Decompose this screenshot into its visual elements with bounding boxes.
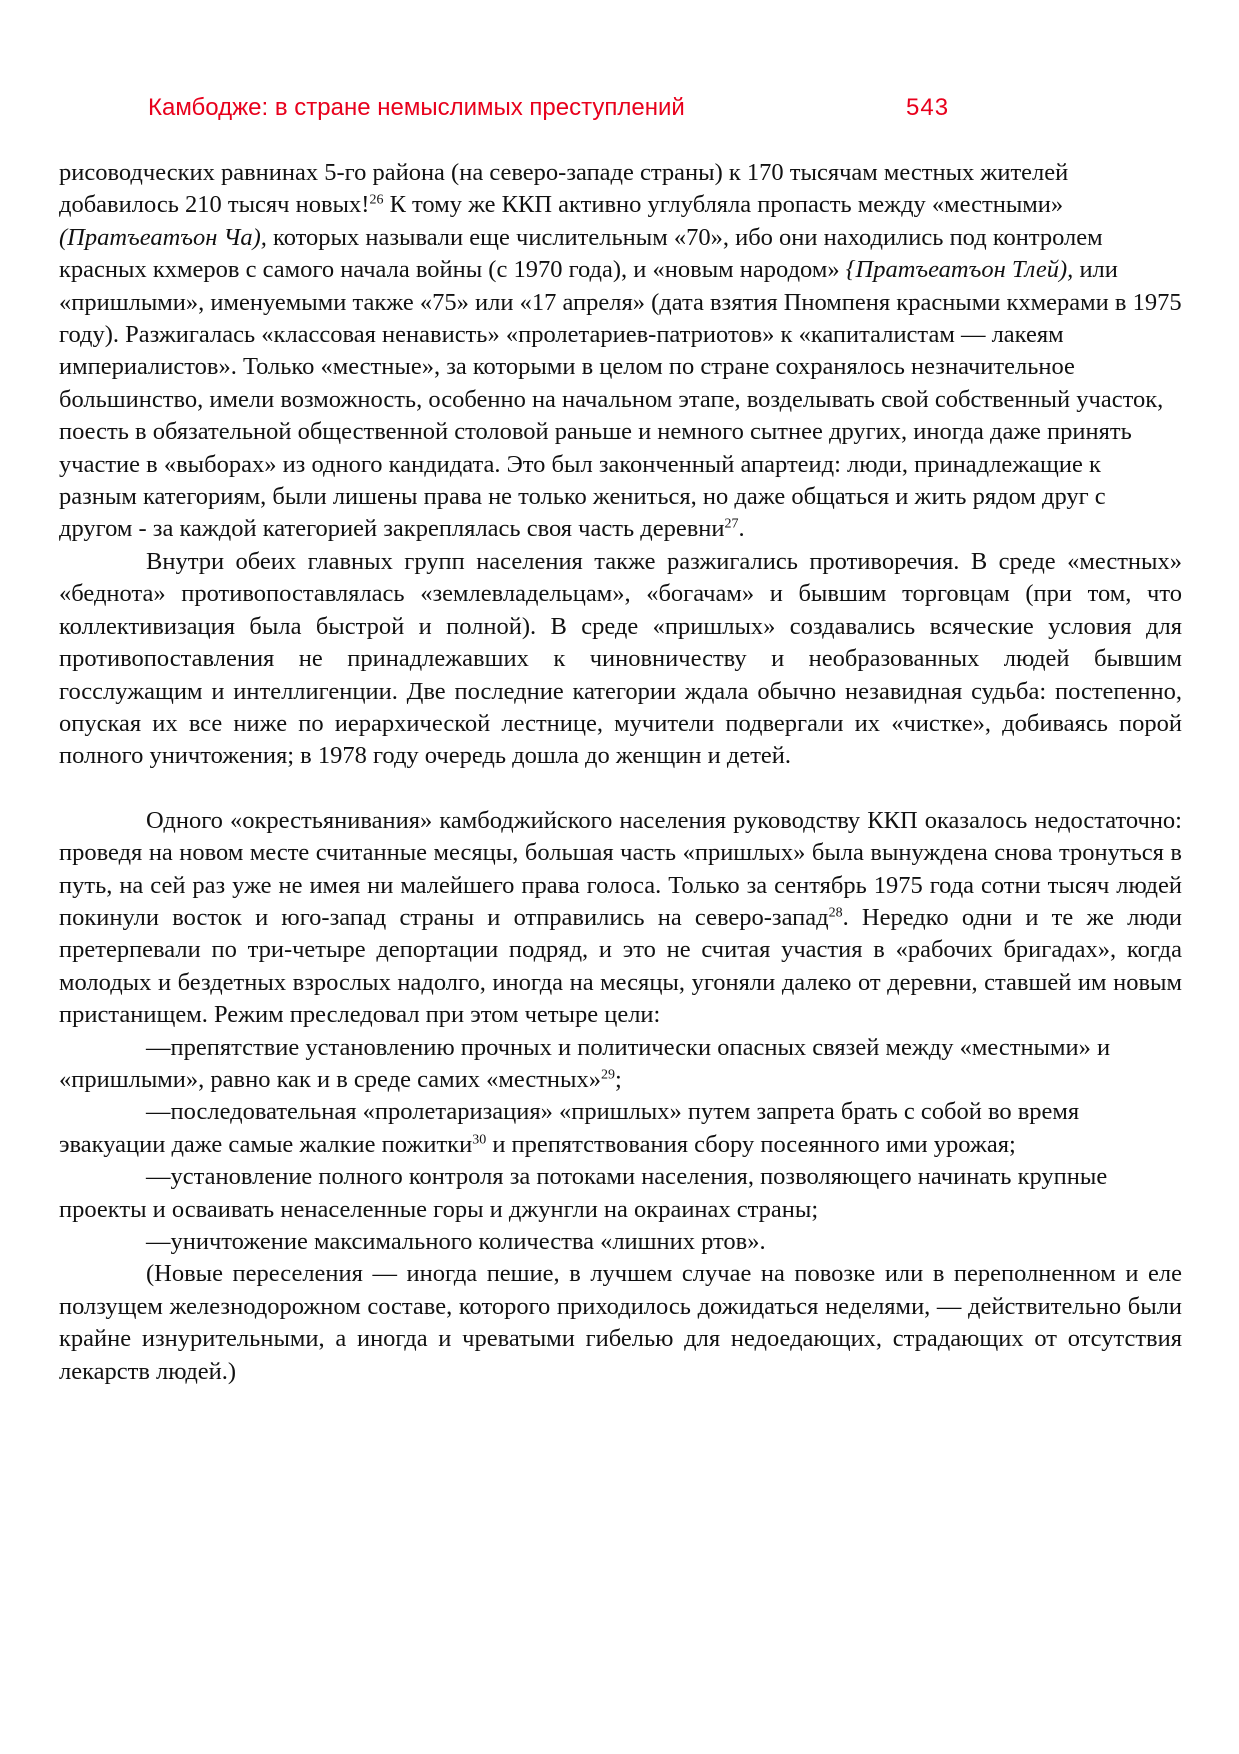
footnote-ref-27: 27 <box>724 517 739 533</box>
list-item-1-text-b: ; <box>615 1065 622 1093</box>
footnote-ref-29: 29 <box>601 1067 616 1083</box>
page-body <box>59 157 1182 1388</box>
list-item-2 <box>59 1096 1182 1161</box>
paragraph-1 <box>59 157 1182 546</box>
footnote-ref-26: 26 <box>369 193 384 209</box>
page-number: 543 <box>906 94 950 121</box>
paragraph-1-text-a: рисоводческих равнинах 5-го района (на северо-западе страны) к 170 тысячам местных жителей добавилось 210 тысяч новых! <box>59 159 1069 219</box>
paragraph-1-text-c: которых называли еще числительным «70», ибо они находились под контролем красных кхмеров с самого начала войны (с 1970 года), и «новым народом» <box>59 223 1103 284</box>
paragraph-1-text-b: К тому же ККП активно углубляла пропасть между «местными» <box>383 191 1064 219</box>
list-item-2-text-b: и препятствования сбору посеянного ими урожая; <box>486 1130 1016 1158</box>
paragraph-4: (Новые переселения — иногда пешие, в лучшем случае на повозке или в переполненном и еле ползущем железнодорожном составе, которого приходилось дожидаться неделями, — действительно были крайне изнурительными, а иногда и чреватыми гибелью для недоедающих, страдающих от отсутствия лекарств людей.) <box>59 1260 1182 1385</box>
paragraph-1-text-e: . <box>738 515 745 543</box>
running-header-title: Камбодже: в стране немыслимых преступлений <box>148 94 685 121</box>
list-item-4: —уничтожение максимального количества «лишних ртов». <box>146 1228 766 1255</box>
paragraph-3 <box>59 805 1182 1032</box>
paragraph-1-text-d: или «пришлыми», именуемыми также «75» или «17 апреля» (дата взятия Пномпеня красными кхмерами в 1975 году). Разжигалась «классовая ненависть» «пролетариев-патриотов» к «капиталистам — лакеям империалистов». Только «местные», за которыми в целом по стране сохранялось незначительное большинство, имели возможность, особенно на начальном этапе, возделывать свой собственный участок, поесть в обязательной общественной столовой раньше и немного сытнее других, иногда даже принять участие в «выборах» из одного кандидата. Это был законченный апартеид: люди, принадлежащие к разным категориям, были лишены права не только жениться, но даже общаться и жить рядом друг с другом - за каждой категорией закреплялась своя часть деревни <box>59 256 1182 543</box>
list-item-2-text-a: —последовательная «пролетаризация» «пришлых» путем запрета брать с собой во время эвакуации даже самые жалкие пожитки <box>59 1098 1080 1158</box>
list-item-1 <box>59 1032 1182 1097</box>
footnote-ref-30: 30 <box>472 1132 487 1148</box>
italic-term-2: {Пратъеатъон Тлей), <box>845 256 1074 284</box>
list-item-3: —установление полного контроля за потоками населения, позволяющего начинать крупные проекты и осваивать ненаселенные горы и джунгли на окраинах страны; <box>59 1163 1108 1223</box>
footnote-ref-28: 28 <box>828 905 843 921</box>
running-header <box>148 93 968 123</box>
paragraph-3-text-b: . Нередко одни и те же люди претерпевали по три-четыре депортации подряд, и это не считая участия в «рабочих бригадах», когда молодых и бездетных взрослых надолго, иногда на месяцы, угоняли далеко от деревни, ставшей им новым пристанищем. Режим преследовал при этом четыре цели: <box>59 903 1182 1029</box>
italic-term-1: (Пратъеатъон Ча), <box>59 223 267 251</box>
paragraph-2: Внутри обеих главных групп населения также разжигались противоречия. В среде «местных» «беднота» противопоставлялась «землевладельцам», «богачам» и бывшим торговцам (при том, что коллективизация была быстрой и полной). В среде «пришлых» создавались всяческие условия для противопоставления не принадлежавших к чиновничеству и необразованных людей бывшим госслужащим и интеллигенции. Две последние категории ждала обычно незавидная судьба: постепенно, опуская их все ниже по иерархической лестнице, мучители подвергали их «чистке», добиваясь порой полного уничтожения; в 1978 году очередь дошла до женщин и детей. <box>59 547 1182 770</box>
list-item-1-text-a: —препятствие установлению прочных и политически опасных связей между «местными» и «пришлыми», равно как и в среде самих «местных» <box>59 1033 1111 1093</box>
paragraph-3-text-a: Одного «окрестьянивания» камбоджийского населения руководству ККП оказалось недостаточно: проведя на новом месте считанные месяцы, большая часть «пришлых» была вынуждена снова тронуться в путь, на сей раз уже не имея ни малейшего права голоса. Только за сентябрь 1975 года сотни тысяч людей покинули восток и юго-запад страны и отправились на северо-запад <box>59 806 1182 931</box>
